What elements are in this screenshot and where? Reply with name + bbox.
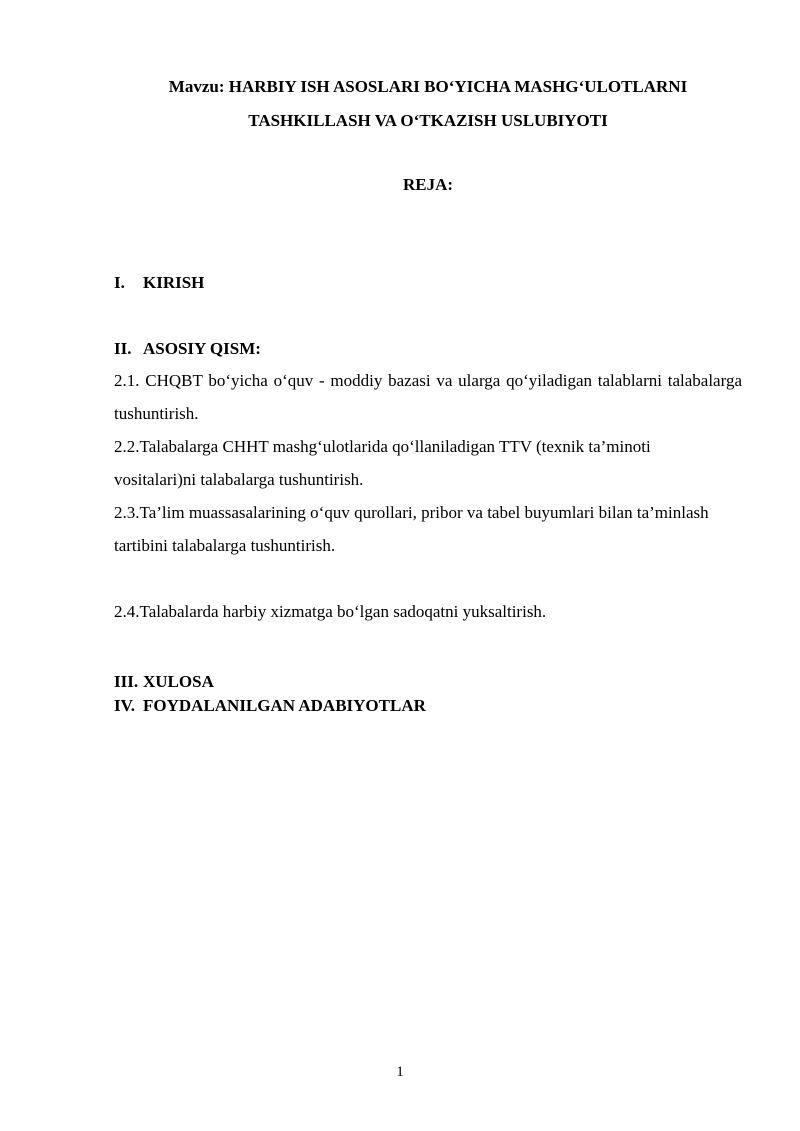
document-title bbox=[114, 70, 742, 138]
plan-heading: REJA: bbox=[402, 175, 454, 194]
section-main-label: ASOSIY QISM: bbox=[143, 339, 261, 358]
title-line-2: TASHKILLASH VA O‘TKAZISH USLUBIYOTI bbox=[248, 111, 608, 130]
page-number: 1 bbox=[396, 1064, 404, 1080]
plan-item-2-2 bbox=[114, 430, 742, 496]
plan-item-2-2-line-1: 2.2.Talabalarga CHHT mashg‘ulotlarida qo‘llaniladigan TTV (texnik ta’minoti bbox=[114, 437, 651, 456]
section-references-label: FOYDALANILGAN ADABIYOTLAR bbox=[143, 696, 426, 715]
plan-item-2-3-line-1: 2.3.Ta’lim muassasalarining o‘quv qurollari, pribor va tabel buyumlari bilan ta’minlash bbox=[114, 503, 709, 522]
section-references bbox=[114, 693, 426, 719]
plan-item-2-3 bbox=[114, 496, 742, 562]
plan-item-2-3-line-2: tartibini talabalarga tushuntirish. bbox=[114, 536, 336, 555]
section-references-number: IV. bbox=[114, 696, 135, 715]
section-conclusion-label: XULOSA bbox=[143, 672, 214, 691]
section-intro-number: I. bbox=[114, 273, 125, 292]
section-main-number: II. bbox=[114, 339, 132, 358]
title-line-1: Mavzu: HARBIY ISH ASOSLARI BO‘YICHA MASHG‘ULOTLARNI bbox=[168, 77, 688, 96]
plan-item-2-4: 2.4.Talabalarda harbiy xizmatga bo‘lgan sadoqatni yuksaltirish. bbox=[114, 602, 547, 621]
section-intro bbox=[114, 270, 204, 296]
plan-item-2-2-line-2: vositalari)ni talabalarga tushuntirish. bbox=[114, 470, 364, 489]
plan-item-2-1: 2.1. CHQBT bo‘yicha o‘quv - moddiy bazasi va ularga qo‘yiladigan talablarni talabalarga tushuntirish. bbox=[114, 371, 742, 423]
section-intro-label: KIRISH bbox=[143, 273, 205, 292]
section-main bbox=[114, 336, 261, 362]
section-conclusion bbox=[114, 669, 214, 695]
section-conclusion-number: III. bbox=[114, 672, 139, 691]
